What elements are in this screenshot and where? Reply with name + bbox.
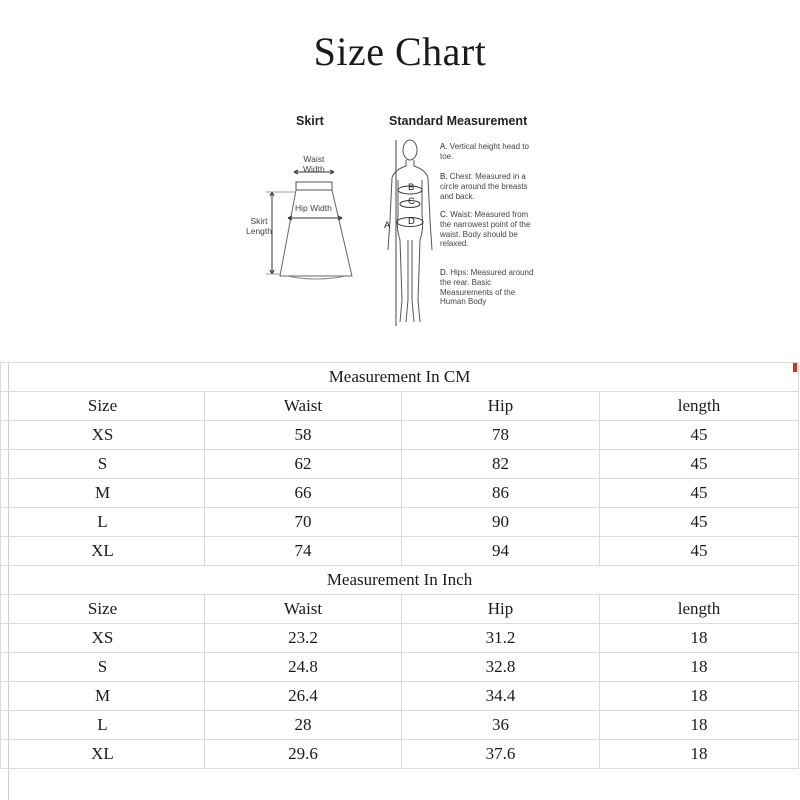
cell-length: 45 (600, 479, 799, 508)
cell-waist: 62 (205, 450, 402, 479)
cell-length: 45 (600, 421, 799, 450)
point-label-c: C (408, 196, 415, 207)
cm-caption: Measurement In CM (1, 363, 799, 392)
table-row (1, 682, 799, 711)
header-waist: Waist (205, 595, 402, 624)
cell-waist: 29.6 (205, 740, 402, 769)
header-size: Size (1, 392, 205, 421)
measurement-diagram (232, 100, 552, 340)
note-d (440, 268, 540, 307)
cell-length: 45 (600, 537, 799, 566)
skirt-length-label: Skirt Length (246, 216, 272, 236)
cell-waist: 23.2 (205, 624, 402, 653)
table-caption-row (1, 566, 799, 595)
table-header-row (1, 595, 799, 624)
size-chart-table (0, 362, 799, 769)
table-row (1, 508, 799, 537)
note-a-key: A. (440, 142, 448, 151)
note-b (440, 172, 540, 201)
cell-size: XS (1, 624, 205, 653)
cell-hip: 82 (402, 450, 600, 479)
note-c-text: Waist: Measured from the narrowest point of the waist. Body should be relaxed. (440, 210, 531, 249)
note-c-key: C. (440, 210, 448, 219)
cell-hip: 94 (402, 537, 600, 566)
table-row (1, 479, 799, 508)
cell-size: XL (1, 740, 205, 769)
note-a-text: Vertical height head to toe. (440, 142, 529, 161)
cell-length: 18 (600, 740, 799, 769)
header-waist: Waist (205, 392, 402, 421)
cell-size: XS (1, 421, 205, 450)
cell-length: 18 (600, 711, 799, 740)
table-row (1, 740, 799, 769)
header-length: length (600, 392, 799, 421)
table-header-row (1, 392, 799, 421)
figure-head (403, 140, 417, 160)
cell-waist: 74 (205, 537, 402, 566)
cell-hip: 32.8 (402, 653, 600, 682)
note-a (440, 142, 540, 162)
cell-size: M (1, 479, 205, 508)
table-row (1, 450, 799, 479)
page-title: Size Chart (313, 29, 487, 74)
cell-length: 45 (600, 450, 799, 479)
point-label-b: B (408, 182, 415, 193)
cell-length: 18 (600, 624, 799, 653)
note-c (440, 210, 540, 249)
standard-measurement-heading: Standard Measurement (389, 114, 528, 128)
size-table (0, 362, 800, 800)
point-label-d: D (408, 216, 415, 227)
header-hip: Hip (402, 392, 600, 421)
cell-size: L (1, 711, 205, 740)
table-row (1, 537, 799, 566)
cell-waist: 58 (205, 421, 402, 450)
cell-waist: 26.4 (205, 682, 402, 711)
cell-size: M (1, 682, 205, 711)
cell-waist: 28 (205, 711, 402, 740)
cell-hip: 34.4 (402, 682, 600, 711)
header-length: length (600, 595, 799, 624)
cell-hip: 31.2 (402, 624, 600, 653)
table-caption-row (1, 363, 799, 392)
skirt-waistband (296, 182, 332, 190)
header-hip: Hip (402, 595, 600, 624)
cell-hip: 36 (402, 711, 600, 740)
cell-size: L (1, 508, 205, 537)
note-b-text: Chest: Measured in a circle around the breasts and back. (440, 172, 528, 201)
table-row (1, 421, 799, 450)
skirt-heading: Skirt (296, 114, 324, 128)
table-row (1, 653, 799, 682)
cell-waist: 24.8 (205, 653, 402, 682)
hip-width-label: Hip Width (295, 203, 332, 213)
cell-hip: 86 (402, 479, 600, 508)
table-row (1, 711, 799, 740)
cell-length: 18 (600, 653, 799, 682)
waist-width-label: Waist Width (303, 154, 325, 174)
cell-hip: 78 (402, 421, 600, 450)
cell-waist: 66 (205, 479, 402, 508)
cell-waist: 70 (205, 508, 402, 537)
note-d-key: D. (440, 268, 448, 277)
note-b-key: B. (440, 172, 448, 181)
cell-size: XL (1, 537, 205, 566)
cell-hip: 37.6 (402, 740, 600, 769)
cell-size: S (1, 450, 205, 479)
cell-length: 18 (600, 682, 799, 711)
cell-hip: 90 (402, 508, 600, 537)
table-row (1, 624, 799, 653)
note-d-text: Hips: Measured around the rear. Basic Measurements of the Human Body (440, 268, 534, 307)
header-size: Size (1, 595, 205, 624)
point-label-a: A (384, 220, 391, 231)
cell-size: S (1, 653, 205, 682)
inch-caption: Measurement In Inch (1, 566, 799, 595)
cell-length: 45 (600, 508, 799, 537)
